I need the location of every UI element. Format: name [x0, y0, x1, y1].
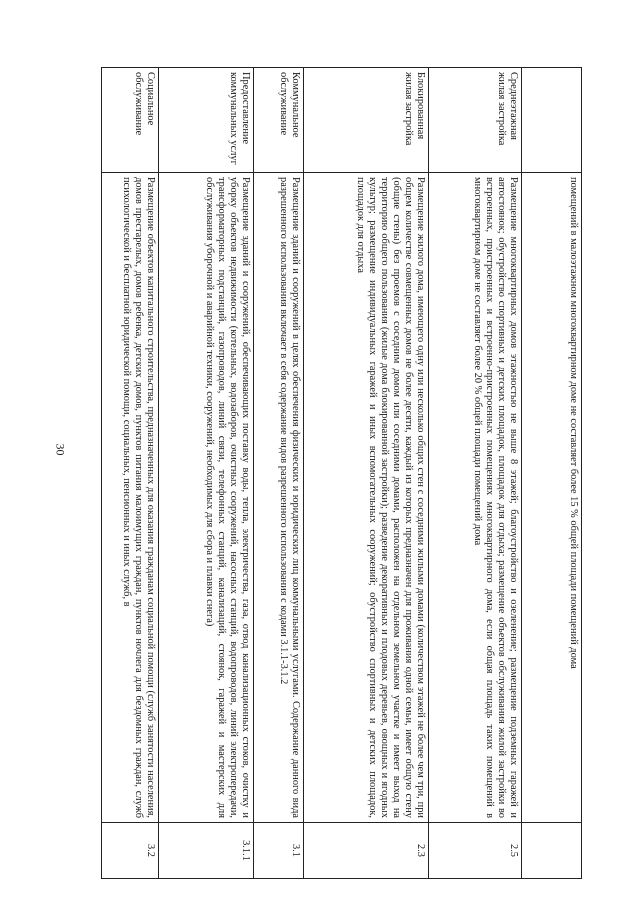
use-type-name: Предоставление коммунальных услуг — [159, 68, 254, 173]
use-code: 3.1 — [254, 823, 304, 879]
use-description: Размещение объектов капитального строительства, предназначенных для оказания гражданам социальной помощи (служб занятости населения, домов престарелых, домов ребенка, детских домов, пунктов питания малоимущих граждан, пунктов ночлега для бездомных граждан, служб психологической и бесплатной юридической помощи, социальных, пенсионных и иных служб, в — [102, 173, 159, 823]
use-description: Размещение многоквартирных домов этажностью не выше 8 этажей; благоустройство и озеленение; размещение подземных гаражей и автостоянок; обустройство спортивных и детских площадок, площадок для отдыха; размещение объектов обслуживания жилой застройки во встроенных, пристроенных и встроенно-пристроенных помещениях многоквартирного дома, если общая площадь таких помещений в многоквартирном доме не составляет более 20 % общей площади помещений дома — [429, 173, 522, 823]
use-code: 3.1.1 — [159, 823, 254, 879]
use-code: 2.3 — [304, 823, 429, 879]
table-row — [429, 68, 522, 879]
table-row — [254, 68, 304, 879]
land-use-table — [101, 67, 582, 879]
use-type-name: Блокированная жилая застройка — [304, 68, 429, 173]
use-description: Размещение зданий и сооружений, обеспечивающих поставку воды, тепла, электричества, газа, отвод канализационных стоков, очистку и уборку объектов недвижимости (котельных, водозаборов, очистных сооружений, насосных станций, водопроводов, линий электропередачи, трансформаторных подстанций, газопроводов, линий связи, телефонных станций, канализаций, стоянок, гаражей и мастерских для обслуживания уборочной и аварийной техники, сооружений, необходимых для сбора и плавки снега) — [159, 173, 254, 823]
use-code: 3.2 — [102, 823, 159, 879]
use-description: Размещение жилого дома, имеющего одну или несколько общих стен с соседними жилыми домами (количеством этажей не более чем три, при общем количестве совмещенных домов не более десяти, каждый из которых предназначен для проживания одной семьи, имеет общую стену (общие стены) без проемов с соседним домом или соседними домами, расположен на отдельном земельном участке и имеет выход на территорию общего пользования (жилые дома блокированной застройки); разведение декоративных и плодовых деревьев, овощных и ягодных культур; размещение индивидуальных гаражей и иных вспомогательных сооружений; обустройство спортивных и детских площадок, площадок для отдыха — [304, 173, 429, 823]
page-number: 30 — [53, 443, 68, 456]
table-row — [304, 68, 429, 879]
rotated-table-container — [102, 67, 582, 879]
table-row — [102, 68, 159, 879]
use-code — [522, 823, 582, 879]
use-type-name: Среднеэтажная жилая застройка — [429, 68, 522, 173]
use-code: 2.5 — [429, 823, 522, 879]
use-type-name: Коммунальное обслуживание — [254, 68, 304, 173]
use-type-name — [522, 68, 582, 173]
table-row — [522, 68, 582, 879]
table-row — [159, 68, 254, 879]
use-description: помещений в малоэтажном многоквартирном доме не составляет более 15 % общей площади помещений дома — [522, 173, 582, 823]
use-description: Размещение зданий и сооружений в целях обеспечения физических и юридических лиц коммунальными услугами. Содержание данного вида разрешенного использования включает в себя содержание видов разрешенного использования с кодами 3.1.1-3.1.2 — [254, 173, 304, 823]
use-type-name: Социальное обслуживание — [102, 68, 159, 173]
